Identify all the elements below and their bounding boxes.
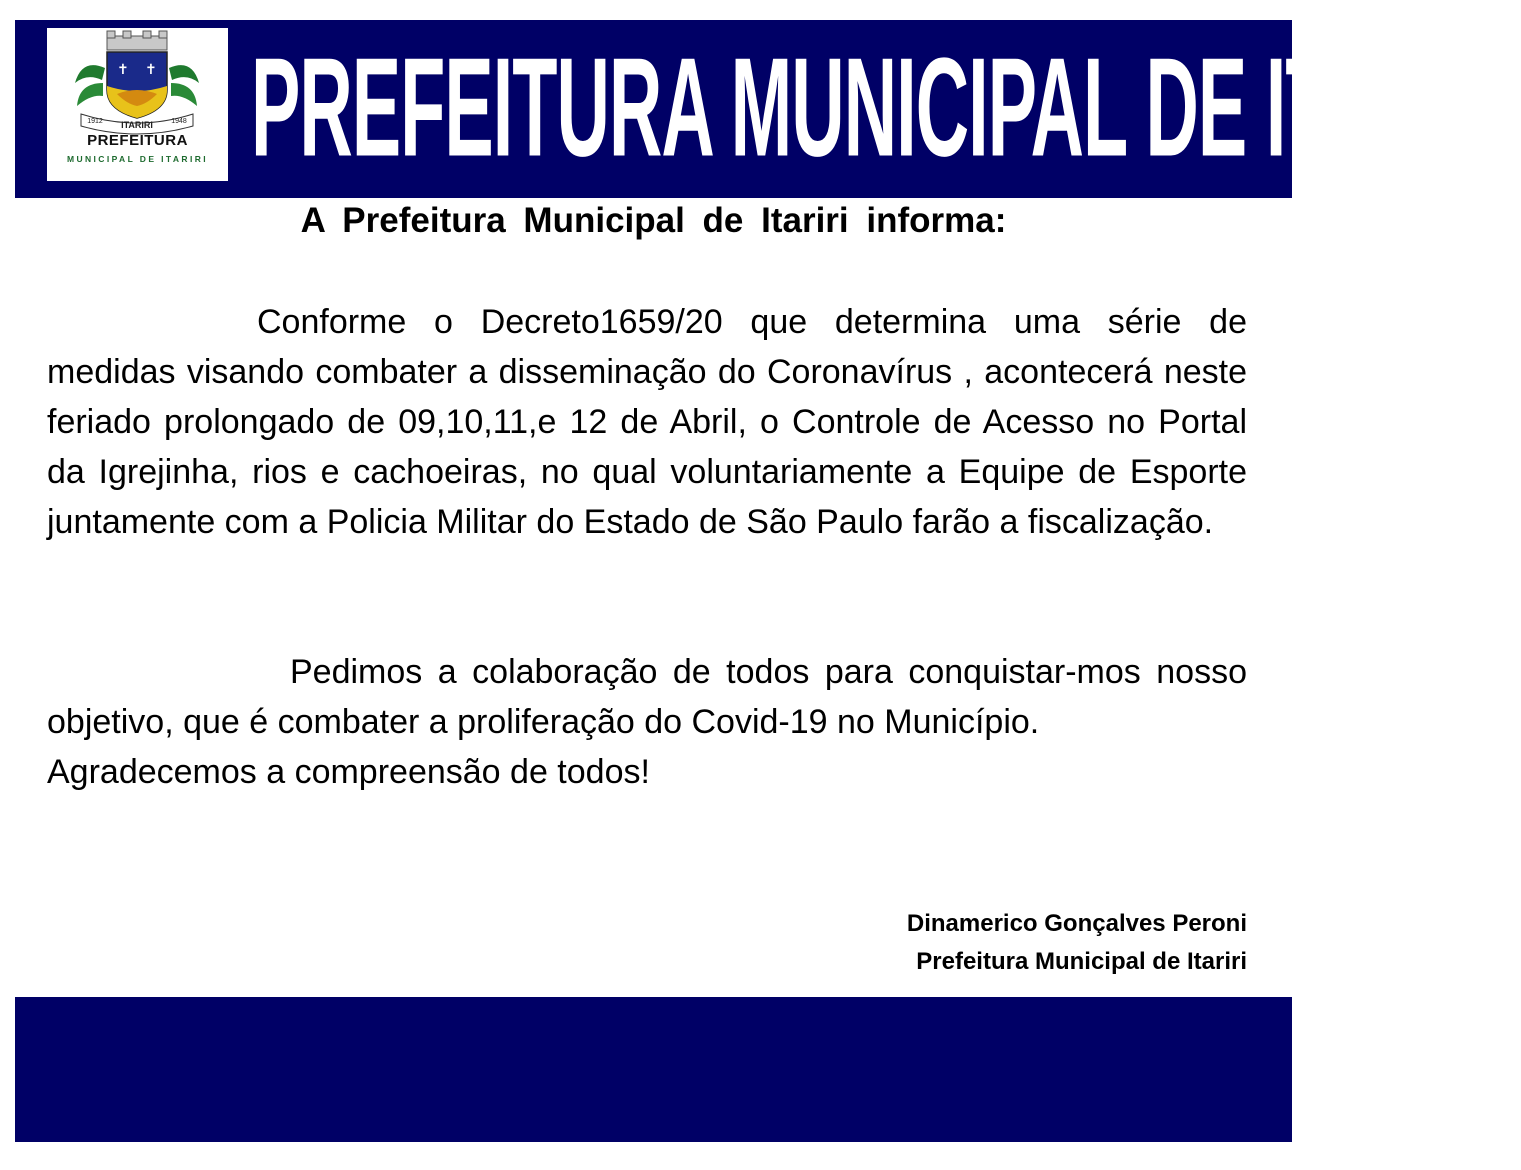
paragraph-request [47,647,1247,797]
paragraph-text: Conforme o Decreto1659/20 que determina uma série de medidas visando combater a disseminação do Coronavírus , acontecerá neste feriado prolongado de 09,10,11,e 12 de Abril, o Controle de Acesso no Portal da Igrejinha, rios e cachoeiras, no qual voluntariamente a Equipe de Esporte juntamente com a Policia Militar do Estado de São Paulo farão a fiscalização. [47,303,1247,541]
municipal-coat-of-arms-icon [47,28,228,133]
svg-text:✝: ✝ [117,62,129,78]
logo-ribbon-text: ITARIRI [121,120,153,130]
logo [47,28,228,181]
signature-name: Dinamerico Gonçalves Peroni [906,910,1247,937]
page-title: PREFEITURA MUNICIPAL DE ITARIRI [251,28,1521,186]
logo-title: PREFEITURA [87,132,188,149]
signature-org: Prefeitura Municipal de Itariri [916,948,1247,975]
svg-text:✝: ✝ [145,62,157,78]
paragraph-text: Pedimos a colaboração de todos para conquistar-mos nosso objetivo, que é combater a proliferação do Covid-19 no Município. [47,653,1247,741]
header-banner [15,20,1521,198]
signature [907,905,1247,981]
intro-heading: A Prefeitura Municipal de Itariri informa: [300,201,1007,240]
paragraph-thanks: Agradecemos a compreensão de todos! [47,753,650,791]
footer-banner [15,997,1292,1142]
paragraph-decree [47,297,1247,547]
logo-year-left: 1912 [87,118,103,125]
logo-year-right: 1948 [171,118,187,125]
logo-subtitle: MUNICIPAL DE ITARIRI [66,154,209,164]
